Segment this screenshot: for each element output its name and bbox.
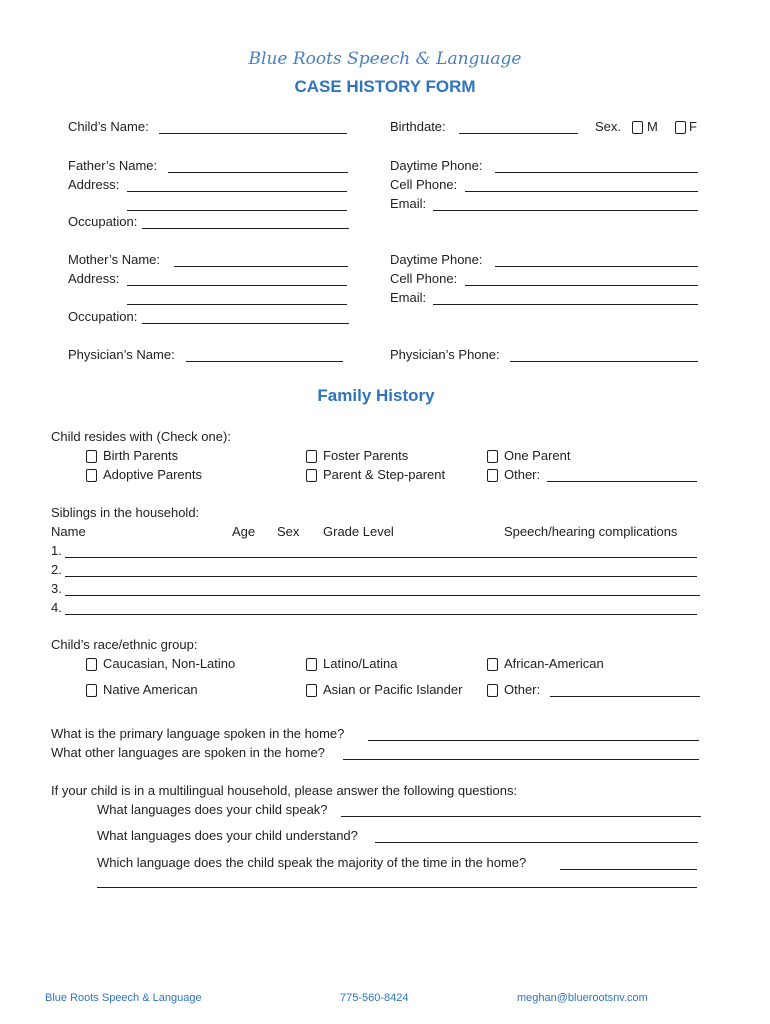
majority-language-question: Which language does the child speak the majority of the time in the home?: [97, 855, 527, 870]
languages-speak-field[interactable]: [341, 816, 701, 817]
father-name-label: Father’s Name:: [68, 158, 158, 173]
family-history-heading: Family History: [317, 386, 435, 405]
sibling-row-field-3[interactable]: [65, 595, 700, 596]
mother-cell-phone-field[interactable]: [465, 285, 698, 286]
one-parent-checkbox[interactable]: [487, 450, 498, 463]
sex-label: Sex.: [595, 119, 622, 134]
physician-name-field[interactable]: [186, 361, 343, 362]
mother-address-label: Address:: [68, 271, 120, 286]
sibling-row-field-4[interactable]: [65, 614, 697, 615]
sibling-row-number: 3.: [51, 581, 62, 596]
languages-understand-field[interactable]: [375, 842, 698, 843]
adoptive-parents-label: Adoptive Parents: [103, 467, 203, 482]
siblings-label: Siblings in the household:: [51, 505, 200, 520]
father-address-label: Address:: [68, 177, 120, 192]
other-languages-question: What other languages are spoken in the home?: [51, 745, 325, 760]
child-name-label: Child’s Name:: [68, 119, 149, 134]
sex-f-label: F: [689, 119, 697, 134]
birthdate-field[interactable]: [459, 133, 578, 134]
primary-language-field[interactable]: [368, 740, 699, 741]
parent-step-parent-checkbox[interactable]: [306, 469, 317, 482]
caucasian-label: Caucasian, Non-Latino: [103, 656, 236, 671]
foster-parents-checkbox[interactable]: [306, 450, 317, 463]
ethnicity-label: Child’s race/ethnic group:: [51, 637, 198, 652]
caucasian-checkbox[interactable]: [86, 658, 97, 671]
mother-daytime-phone-field[interactable]: [495, 266, 698, 267]
father-email-field[interactable]: [433, 210, 698, 211]
sibling-row-field-2[interactable]: [65, 576, 697, 577]
majority-language-field-2[interactable]: [97, 887, 697, 888]
sex-m-checkbox[interactable]: [632, 121, 643, 134]
ethnicity-other-field[interactable]: [550, 696, 700, 697]
sex-f-checkbox[interactable]: [675, 121, 686, 134]
resides-other-label: Other:: [504, 467, 541, 482]
physician-phone-field[interactable]: [510, 361, 698, 362]
foster-parents-label: Foster Parents: [323, 448, 409, 463]
african-american-label: African-American: [504, 656, 604, 671]
footer-phone: 775-560-8424: [340, 992, 409, 1004]
father-daytime-phone-field[interactable]: [495, 172, 698, 173]
asian-pacific-checkbox[interactable]: [306, 684, 317, 697]
ethnicity-other-checkbox[interactable]: [487, 684, 498, 697]
african-american-checkbox[interactable]: [487, 658, 498, 671]
birth-parents-checkbox[interactable]: [86, 450, 97, 463]
child-name-field[interactable]: [159, 133, 347, 134]
mother-address-field-1[interactable]: [127, 285, 347, 286]
resides-label: Child resides with (Check one):: [51, 429, 231, 444]
parent-step-parent-label: Parent & Step-parent: [323, 467, 446, 482]
footer-email: meghan@bluerootsnv.com: [517, 992, 648, 1004]
physician-phone-label: Physician’s Phone:: [390, 347, 500, 362]
brand-name: Blue Roots Speech & Language: [248, 49, 522, 69]
mother-address-field-2[interactable]: [127, 304, 347, 305]
birth-parents-label: Birth Parents: [103, 448, 179, 463]
languages-speak-question: What languages does your child speak?: [97, 802, 328, 817]
asian-pacific-label: Asian or Pacific Islander: [323, 682, 463, 697]
sex-m-label: M: [647, 119, 658, 134]
mother-email-field[interactable]: [433, 304, 698, 305]
native-american-checkbox[interactable]: [86, 684, 97, 697]
physician-name-label: Physician’s Name:: [68, 347, 175, 362]
sibling-row-number: 4.: [51, 600, 62, 615]
resides-other-checkbox[interactable]: [487, 469, 498, 482]
birthdate-label: Birthdate:: [390, 119, 446, 134]
father-occupation-label: Occupation:: [68, 214, 138, 229]
latino-checkbox[interactable]: [306, 658, 317, 671]
father-cell-phone-label: Cell Phone:: [390, 177, 458, 192]
mother-cell-phone-label: Cell Phone:: [390, 271, 458, 286]
sibling-row-field-1[interactable]: [65, 557, 697, 558]
languages-understand-question: What languages does your child understand?: [97, 828, 358, 843]
adoptive-parents-checkbox[interactable]: [86, 469, 97, 482]
footer-company: Blue Roots Speech & Language: [45, 992, 202, 1004]
native-american-label: Native American: [103, 682, 198, 697]
col-name: Name: [51, 524, 86, 539]
col-sex: Sex: [277, 524, 300, 539]
col-grade-level: Grade Level: [323, 524, 394, 539]
col-age: Age: [232, 524, 256, 539]
majority-language-field-1[interactable]: [560, 869, 697, 870]
latino-label: Latino/Latina: [323, 656, 398, 671]
mother-email-label: Email:: [390, 290, 427, 305]
multilingual-intro: If your child is in a multilingual household, please answer the following questions:: [51, 783, 518, 798]
father-name-field[interactable]: [168, 172, 348, 173]
mother-occupation-label: Occupation:: [68, 309, 138, 324]
mother-name-label: Mother’s Name:: [68, 252, 160, 267]
father-daytime-phone-label: Daytime Phone:: [390, 158, 483, 173]
resides-other-field[interactable]: [547, 481, 697, 482]
mother-daytime-phone-label: Daytime Phone:: [390, 252, 483, 267]
father-address-field-2[interactable]: [127, 210, 347, 211]
father-email-label: Email:: [390, 196, 427, 211]
col-complications: Speech/hearing complications: [504, 524, 678, 539]
ethnicity-other-label: Other:: [504, 682, 541, 697]
other-languages-field[interactable]: [343, 759, 699, 760]
father-cell-phone-field[interactable]: [465, 191, 698, 192]
one-parent-label: One Parent: [504, 448, 571, 463]
sibling-row-number: 1.: [51, 543, 62, 558]
form-title: CASE HISTORY FORM: [294, 77, 476, 96]
father-address-field-1[interactable]: [127, 191, 347, 192]
sibling-row-number: 2.: [51, 562, 62, 577]
primary-language-question: What is the primary language spoken in the home?: [51, 726, 345, 741]
mother-name-field[interactable]: [174, 266, 348, 267]
father-occupation-field[interactable]: [142, 228, 349, 229]
mother-occupation-field[interactable]: [142, 323, 349, 324]
